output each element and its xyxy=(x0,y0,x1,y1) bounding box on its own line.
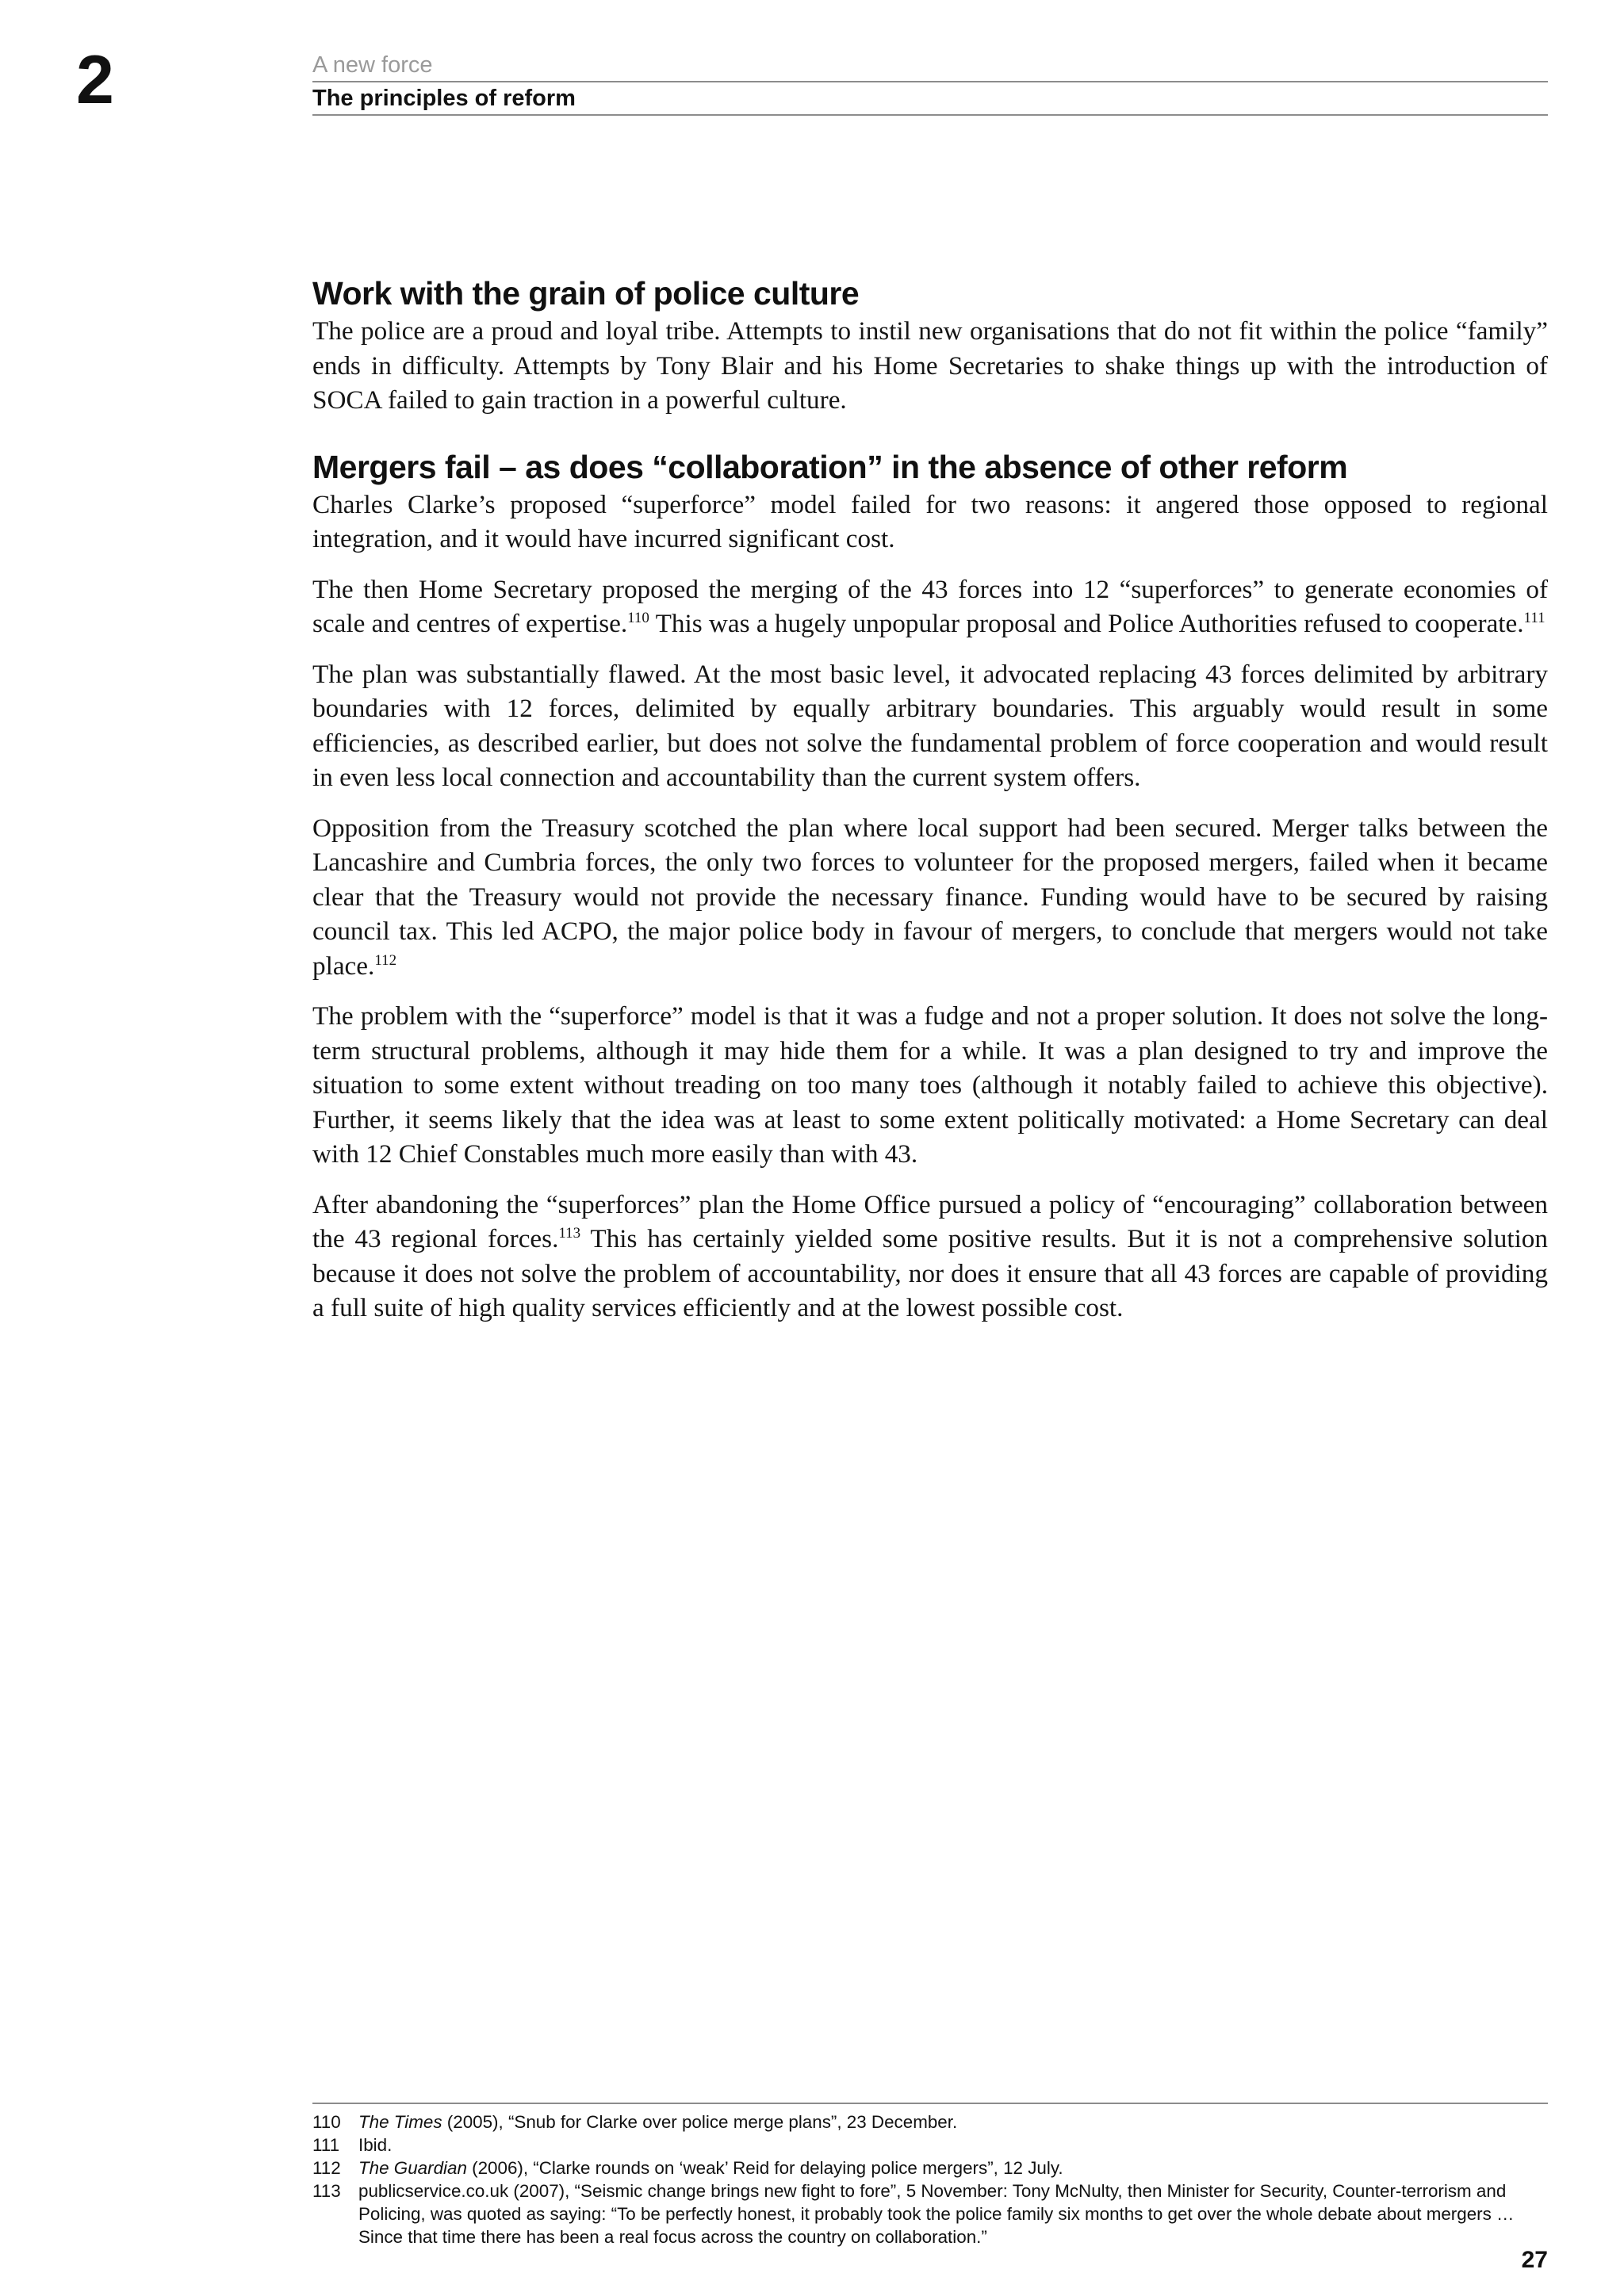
page-number: 27 xyxy=(1521,2247,1548,2273)
running-head-chapter: The principles of reform xyxy=(312,82,1548,116)
footnote-111 xyxy=(312,2133,1548,2156)
footnote-text: publicservice.co.uk (2007), “Seismic change brings new fight to fore”, 5 November: Tony McNulty, then Minister for Security, Counter-terrorism and Policing, was quoted as saying: “To be perfectly honest, it probably took the police family six months to get over the whole debate about mergers … Since that time there has been a real focus across the country on collaboration.” xyxy=(358,2181,1515,2247)
running-head xyxy=(312,51,1548,116)
footnote-text xyxy=(358,2110,1548,2133)
footnote-number: 110 xyxy=(312,2112,341,2132)
paragraph-text: The plan was substantially flawed. At the most basic level, it advocated replacing 43 forces delimited by arbitrary boundaries with 12 forces, delimited by equally arbitrary boundaries. This arguably would result in some efficiencies, as described earlier, but does not solve the fundamental problem of force cooperation and would result in even less local connection and accountability than the current system offers. xyxy=(312,659,1548,792)
paragraph-text: This has certainly yielded some positive results. But it is not a comprehensive solution because it does not solve the problem of accountability, nor does it ensure that all 43 forces are capable of providing a full suite of high quality services efficiently and at the lowest possible cost. xyxy=(312,1224,1548,1322)
main-text xyxy=(312,273,1548,1341)
footnote-body: (2006), “Clarke rounds on ‘weak’ Reid for delaying police mergers”, 12 July. xyxy=(466,2158,1063,2178)
footnote-text: Ibid. xyxy=(358,2135,393,2155)
paragraph-text: The police are a proud and loyal tribe. Attempts to instil new organisations that do not fit within the police “family” ends in difficulty. Attempts by Tony Blair and his Home Secretaries to shake things up with the introduction of SOCA failed to gain traction in a powerful culture. xyxy=(312,316,1548,415)
chapter-number: 2 xyxy=(76,42,114,118)
paragraph-home-secretary-proposal xyxy=(312,572,1548,641)
footnote-ref-112[interactable]: 112 xyxy=(374,951,397,969)
footnote-source-title: The Guardian xyxy=(358,2158,467,2178)
paragraph-text: Opposition from the Treasury scotched the plan where local support had been secured. Merger talks between the Lancashire and Cumbria forces, the only two forces to volunteer for the proposed mergers, failed when it became clear that the Treasury would not provide the necessary finance. Funding would have to be secured by raising council tax. This led ACPO, the major police body in favour of mergers, to conclude that mergers would not take place. xyxy=(312,813,1548,981)
footnote-text xyxy=(358,2156,1548,2179)
footnote-number: 113 xyxy=(312,2181,341,2201)
footnotes xyxy=(312,2103,1548,2248)
paragraph-text: Charles Clarke’s proposed “superforce” model failed for two reasons: it angered those opposed to regional integration, and it would have incurred significant cost. xyxy=(312,489,1548,553)
paragraph-text: This was a hugely unpopular proposal and Police Authorities refused to cooperate. xyxy=(649,609,1524,638)
footnote-110 xyxy=(312,2110,1548,2133)
paragraph-plan-flawed xyxy=(312,657,1548,795)
footnote-ref-111[interactable]: 111 xyxy=(1523,609,1545,626)
footnote-ref-110[interactable]: 110 xyxy=(627,609,649,626)
footnote-body: (2005), “Snub for Clarke over police merge plans”, 23 December. xyxy=(442,2112,958,2132)
paragraph-treasury-opposition xyxy=(312,811,1548,984)
footnote-ref-113[interactable]: 113 xyxy=(558,1224,581,1242)
footnote-113 xyxy=(312,2179,1548,2248)
paragraph-collaboration-policy xyxy=(312,1188,1548,1326)
footnote-source-title: The Times xyxy=(358,2112,442,2132)
paragraph-police-culture xyxy=(312,314,1548,418)
footnote-112 xyxy=(312,2156,1548,2179)
paragraph-text: The problem with the “superforce” model is that it was a fudge and not a proper solution. It does not solve the long-term structural problems, although it may hide them for a while. It was a plan designed to try and improve the situation to some extent without treading on too many toes (although it notably failed to achieve this objective). Further, it seems likely that the idea was at least to some extent politically motivated: a Home Secretary can deal with 12 Chief Constables much more easily than with 43. xyxy=(312,1001,1548,1169)
paragraph-text: The then Home Secretary proposed the merging of the 43 forces into 12 “superforces” to generate economies of scale and centres of expertise. xyxy=(312,574,1548,638)
paragraph-text: After abandoning the “superforces” plan the Home Office pursued a policy of “encouraging” collaboration between the 43 regional forces. xyxy=(312,1189,1548,1253)
paragraph-superforce-model xyxy=(312,488,1548,557)
footnote-number: 111 xyxy=(312,2135,340,2155)
running-head-section: A new force xyxy=(312,51,1548,82)
section-heading-mergers: Mergers fail – as does “collaboration” in the absence of other reform xyxy=(312,448,1348,485)
section-heading-police-culture: Work with the grain of police culture xyxy=(312,275,860,312)
footnote-number: 112 xyxy=(312,2158,341,2178)
paragraph-fudge-solution xyxy=(312,999,1548,1172)
